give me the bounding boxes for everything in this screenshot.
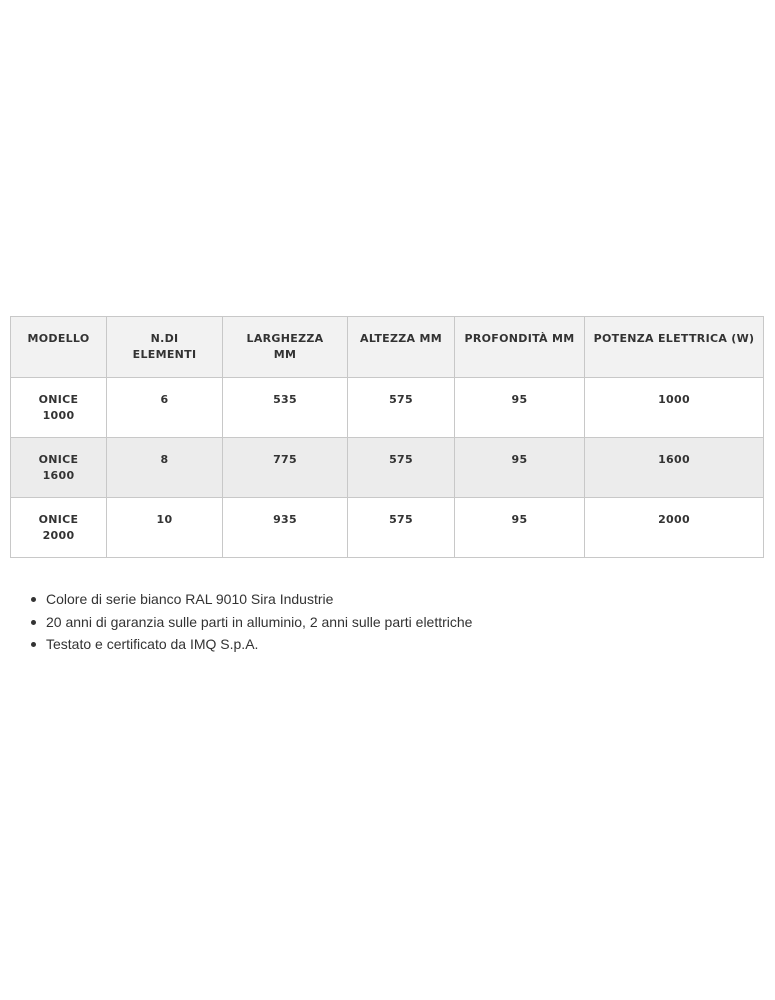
header-n-elementi-line2: ELEMENTI — [132, 348, 197, 361]
model-line2: 1000 — [42, 409, 75, 422]
cell-width: 535 — [223, 378, 348, 438]
list-item — [28, 588, 472, 611]
cell-model — [11, 498, 107, 558]
features-list — [28, 588, 472, 656]
table-row — [11, 498, 764, 558]
header-modello — [11, 317, 107, 378]
cell-height: 575 — [348, 378, 455, 438]
cell-elements: 10 — [107, 498, 223, 558]
list-item-text: 20 anni di garanzia sulle parti in alluminio, 2 anni sulle parti elettriche — [46, 613, 473, 630]
header-n-elementi-line1: N.DI — [150, 332, 179, 345]
header-altezza — [348, 317, 455, 378]
bullet-icon — [31, 597, 36, 602]
model-line1: ONICE — [38, 393, 79, 406]
model-line2: 2000 — [42, 529, 75, 542]
header-potenza-text: POTENZA ELETTRICA (W) — [593, 332, 755, 345]
specs-table — [10, 316, 764, 558]
model-line1: ONICE — [38, 513, 79, 526]
header-n-elementi — [107, 317, 223, 378]
cell-elements: 8 — [107, 438, 223, 498]
cell-depth: 95 — [455, 498, 585, 558]
header-altezza-text: ALTEZZA MM — [360, 332, 442, 345]
bullet-icon — [31, 642, 36, 647]
header-profondita — [455, 317, 585, 378]
header-larghezza-line1: LARGHEZZA — [246, 332, 324, 345]
list-item-text: Colore di serie bianco RAL 9010 Sira Industrie — [46, 591, 334, 607]
header-potenza — [585, 317, 764, 378]
cell-height: 575 — [348, 438, 455, 498]
cell-height: 575 — [348, 498, 455, 558]
cell-depth: 95 — [455, 438, 585, 498]
cell-model — [11, 378, 107, 438]
list-item — [28, 611, 472, 634]
model-line2: 1600 — [42, 469, 75, 482]
header-modello-text: MODELLO — [27, 332, 90, 345]
list-item — [28, 633, 472, 656]
cell-power: 2000 — [585, 498, 764, 558]
header-profondita-text: PROFONDITÀ MM — [464, 332, 575, 345]
cell-power: 1600 — [585, 438, 764, 498]
table-header-row — [11, 317, 764, 378]
cell-power: 1000 — [585, 378, 764, 438]
cell-model — [11, 438, 107, 498]
cell-width: 935 — [223, 498, 348, 558]
table-row — [11, 438, 764, 498]
cell-width: 775 — [223, 438, 348, 498]
list-item-text: Testato e certificato da IMQ S.p.A. — [46, 636, 259, 652]
cell-elements: 6 — [107, 378, 223, 438]
header-larghezza-line2: MM — [273, 348, 297, 361]
header-larghezza — [223, 317, 348, 378]
model-line1: ONICE — [38, 453, 79, 466]
bullet-icon — [31, 620, 36, 625]
table-row — [11, 378, 764, 438]
cell-depth: 95 — [455, 378, 585, 438]
